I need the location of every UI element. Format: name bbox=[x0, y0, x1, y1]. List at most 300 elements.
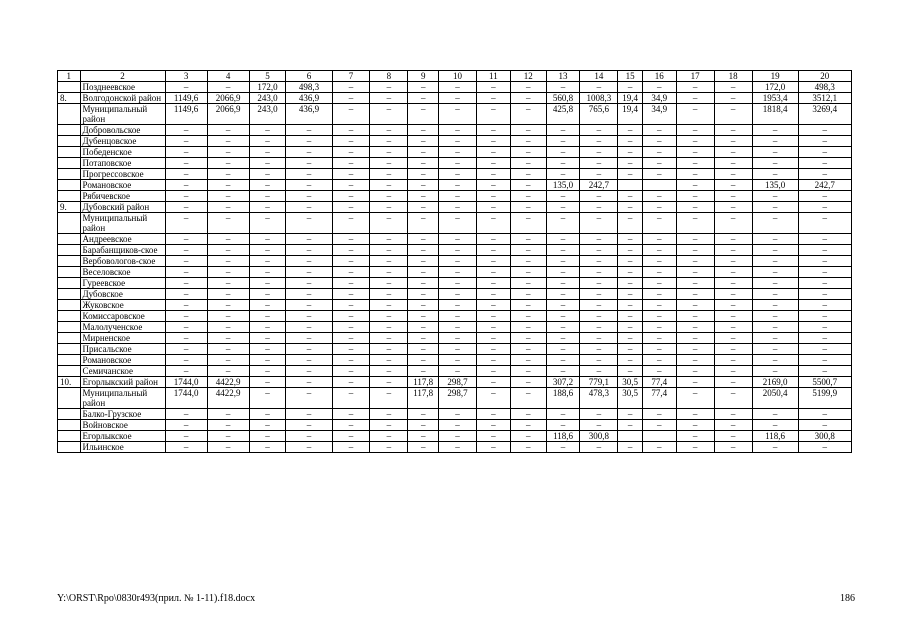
value-cell: 779,1 bbox=[580, 377, 618, 388]
value-cell: – bbox=[370, 355, 408, 366]
value-cell: – bbox=[439, 431, 477, 442]
value-cell: – bbox=[370, 104, 408, 125]
territory-name-cell: Присальское bbox=[80, 344, 165, 355]
value-cell: – bbox=[165, 333, 207, 344]
value-cell: – bbox=[714, 169, 752, 180]
value-cell: – bbox=[249, 245, 286, 256]
value-cell: – bbox=[642, 191, 676, 202]
territory-name-cell: Балко-Грузское bbox=[80, 409, 165, 420]
value-cell: 1744,0 bbox=[165, 377, 207, 388]
value-cell: – bbox=[752, 147, 798, 158]
value-cell: – bbox=[370, 93, 408, 104]
value-cell: – bbox=[286, 267, 332, 278]
value-cell: – bbox=[714, 158, 752, 169]
column-number-cell: 16 bbox=[642, 71, 676, 82]
value-cell: – bbox=[408, 125, 439, 136]
territory-name-cell: Мирненское bbox=[80, 333, 165, 344]
value-cell: – bbox=[476, 180, 510, 191]
value-cell: – bbox=[676, 300, 714, 311]
value-cell: – bbox=[286, 333, 332, 344]
value-cell: 1149,6 bbox=[165, 93, 207, 104]
value-cell: – bbox=[332, 409, 370, 420]
value-cell: – bbox=[249, 180, 286, 191]
value-cell: – bbox=[165, 431, 207, 442]
value-cell: – bbox=[546, 202, 580, 213]
territory-name-cell: Малолученское bbox=[80, 322, 165, 333]
value-cell: – bbox=[618, 322, 643, 333]
value-cell: – bbox=[439, 366, 477, 377]
value-cell: – bbox=[249, 366, 286, 377]
territory-name-cell: Вербовологов-ское bbox=[80, 256, 165, 267]
value-cell: – bbox=[676, 213, 714, 234]
value-cell: – bbox=[332, 256, 370, 267]
value-cell: 298,7 bbox=[439, 377, 477, 388]
value-cell: – bbox=[370, 311, 408, 322]
value-cell: – bbox=[798, 300, 851, 311]
value-cell: – bbox=[752, 333, 798, 344]
table-row bbox=[58, 333, 852, 344]
value-cell: – bbox=[370, 202, 408, 213]
value-cell: – bbox=[370, 169, 408, 180]
value-cell: 5500,7 bbox=[798, 377, 851, 388]
value-cell: 34,9 bbox=[642, 104, 676, 125]
value-cell: – bbox=[249, 442, 286, 453]
value-cell: 117,8 bbox=[408, 388, 439, 409]
value-cell: – bbox=[752, 202, 798, 213]
row-number-cell: 8. bbox=[58, 93, 81, 104]
value-cell: 1149,6 bbox=[165, 104, 207, 125]
row-number-cell: 9. bbox=[58, 202, 81, 213]
value-cell: – bbox=[476, 420, 510, 431]
value-cell: – bbox=[714, 322, 752, 333]
column-number-cell: 19 bbox=[752, 71, 798, 82]
value-cell: – bbox=[476, 256, 510, 267]
value-cell: – bbox=[642, 136, 676, 147]
table-row bbox=[58, 300, 852, 311]
value-cell: – bbox=[408, 234, 439, 245]
table-row bbox=[58, 169, 852, 180]
table-row bbox=[58, 366, 852, 377]
value-cell: – bbox=[370, 366, 408, 377]
row-number-cell bbox=[58, 366, 81, 377]
value-cell: – bbox=[714, 388, 752, 409]
value-cell: – bbox=[618, 202, 643, 213]
value-cell: – bbox=[618, 125, 643, 136]
value-cell: – bbox=[476, 409, 510, 420]
row-number-cell bbox=[58, 136, 81, 147]
value-cell: – bbox=[207, 180, 249, 191]
value-cell: – bbox=[752, 136, 798, 147]
value-cell: – bbox=[510, 442, 546, 453]
value-cell: – bbox=[439, 420, 477, 431]
value-cell: – bbox=[618, 256, 643, 267]
value-cell: – bbox=[370, 191, 408, 202]
value-cell: – bbox=[714, 289, 752, 300]
value-cell: – bbox=[580, 234, 618, 245]
value-cell: – bbox=[798, 366, 851, 377]
value-cell: – bbox=[249, 147, 286, 158]
value-cell: – bbox=[642, 147, 676, 158]
value-cell: – bbox=[476, 125, 510, 136]
value-cell: – bbox=[370, 278, 408, 289]
value-cell: – bbox=[546, 409, 580, 420]
table-row bbox=[58, 420, 852, 431]
value-cell: – bbox=[165, 420, 207, 431]
value-cell: – bbox=[642, 256, 676, 267]
value-cell: – bbox=[332, 125, 370, 136]
value-cell: 560,8 bbox=[546, 93, 580, 104]
value-cell: – bbox=[332, 180, 370, 191]
value-cell: – bbox=[714, 136, 752, 147]
value-cell: – bbox=[370, 158, 408, 169]
column-number-cell: 8 bbox=[370, 71, 408, 82]
value-cell: – bbox=[580, 82, 618, 93]
value-cell: – bbox=[546, 147, 580, 158]
column-number-cell: 2 bbox=[80, 71, 165, 82]
value-cell bbox=[618, 180, 643, 191]
value-cell: 298,7 bbox=[439, 388, 477, 409]
value-cell: – bbox=[798, 355, 851, 366]
value-cell: – bbox=[714, 125, 752, 136]
value-cell: – bbox=[714, 333, 752, 344]
value-cell: – bbox=[286, 213, 332, 234]
value-cell: – bbox=[332, 366, 370, 377]
value-cell: – bbox=[249, 256, 286, 267]
value-cell: 188,6 bbox=[546, 388, 580, 409]
value-cell: – bbox=[752, 420, 798, 431]
territory-name-cell: Муниципальный район bbox=[80, 104, 165, 125]
value-cell: – bbox=[249, 377, 286, 388]
table-row bbox=[58, 191, 852, 202]
row-number-cell bbox=[58, 300, 81, 311]
value-cell: – bbox=[580, 147, 618, 158]
value-cell: – bbox=[510, 256, 546, 267]
value-cell: – bbox=[798, 442, 851, 453]
value-cell: – bbox=[510, 93, 546, 104]
value-cell: 30,5 bbox=[618, 377, 643, 388]
value-cell: – bbox=[408, 300, 439, 311]
value-cell: – bbox=[642, 82, 676, 93]
value-cell: – bbox=[510, 431, 546, 442]
value-cell: 300,8 bbox=[580, 431, 618, 442]
value-cell: – bbox=[249, 202, 286, 213]
value-cell: – bbox=[439, 82, 477, 93]
value-cell: 3269,4 bbox=[798, 104, 851, 125]
value-cell: – bbox=[249, 213, 286, 234]
value-cell: – bbox=[580, 191, 618, 202]
value-cell: – bbox=[408, 256, 439, 267]
value-cell: – bbox=[476, 333, 510, 344]
value-cell: – bbox=[580, 344, 618, 355]
territory-name-cell: Комиссаровское bbox=[80, 311, 165, 322]
value-cell: – bbox=[370, 234, 408, 245]
value-cell: – bbox=[249, 409, 286, 420]
value-cell: – bbox=[798, 169, 851, 180]
row-number-cell bbox=[58, 147, 81, 158]
value-cell: – bbox=[286, 420, 332, 431]
territory-name-cell: Ильинское bbox=[80, 442, 165, 453]
value-cell: – bbox=[439, 278, 477, 289]
territory-name-cell: Андреевское bbox=[80, 234, 165, 245]
value-cell: – bbox=[165, 191, 207, 202]
table-row bbox=[58, 289, 852, 300]
value-cell: 30,5 bbox=[618, 388, 643, 409]
table-header-row bbox=[58, 71, 852, 82]
territory-name-cell: Жуковское bbox=[80, 300, 165, 311]
value-cell: – bbox=[618, 366, 643, 377]
column-number-cell: 20 bbox=[798, 71, 851, 82]
value-cell: – bbox=[580, 169, 618, 180]
value-cell: – bbox=[642, 213, 676, 234]
territory-name-cell: Гуреевское bbox=[80, 278, 165, 289]
value-cell: – bbox=[510, 158, 546, 169]
value-cell: 118,6 bbox=[546, 431, 580, 442]
value-cell: – bbox=[249, 267, 286, 278]
row-number-cell bbox=[58, 267, 81, 278]
value-cell: – bbox=[370, 82, 408, 93]
column-number-cell: 15 bbox=[618, 71, 643, 82]
value-cell: – bbox=[618, 344, 643, 355]
value-cell: – bbox=[207, 147, 249, 158]
column-number-cell: 6 bbox=[286, 71, 332, 82]
column-number-cell: 7 bbox=[332, 71, 370, 82]
value-cell: – bbox=[439, 333, 477, 344]
table-row bbox=[58, 442, 852, 453]
value-cell: 243,0 bbox=[249, 93, 286, 104]
value-cell: – bbox=[408, 366, 439, 377]
value-cell: – bbox=[642, 420, 676, 431]
value-cell: – bbox=[249, 136, 286, 147]
value-cell: – bbox=[752, 234, 798, 245]
value-cell: – bbox=[798, 234, 851, 245]
value-cell: – bbox=[370, 420, 408, 431]
value-cell: – bbox=[642, 289, 676, 300]
value-cell: – bbox=[207, 300, 249, 311]
value-cell: 498,3 bbox=[798, 82, 851, 93]
table-row bbox=[58, 180, 852, 191]
value-cell: – bbox=[286, 278, 332, 289]
value-cell: – bbox=[408, 409, 439, 420]
value-cell: – bbox=[370, 344, 408, 355]
table-row bbox=[58, 104, 852, 125]
value-cell: – bbox=[752, 289, 798, 300]
footer-file-path: Y:\ORST\Rpo\0830r493(прил. № 1-11).f18.docx bbox=[57, 593, 256, 604]
value-cell: 307,2 bbox=[546, 377, 580, 388]
value-cell: – bbox=[286, 431, 332, 442]
value-cell: – bbox=[546, 300, 580, 311]
row-number-cell bbox=[58, 234, 81, 245]
value-cell: – bbox=[370, 442, 408, 453]
value-cell: – bbox=[370, 180, 408, 191]
table-body bbox=[58, 71, 852, 453]
value-cell: – bbox=[618, 169, 643, 180]
value-cell: – bbox=[286, 158, 332, 169]
value-cell: – bbox=[510, 409, 546, 420]
value-cell: – bbox=[714, 191, 752, 202]
row-number-cell bbox=[58, 191, 81, 202]
value-cell: – bbox=[676, 420, 714, 431]
value-cell: 172,0 bbox=[249, 82, 286, 93]
value-cell: – bbox=[476, 93, 510, 104]
value-cell: – bbox=[546, 234, 580, 245]
value-cell: – bbox=[676, 169, 714, 180]
value-cell: – bbox=[332, 278, 370, 289]
value-cell: – bbox=[408, 333, 439, 344]
value-cell: – bbox=[476, 431, 510, 442]
value-cell: – bbox=[580, 136, 618, 147]
value-cell: – bbox=[580, 289, 618, 300]
value-cell: – bbox=[207, 366, 249, 377]
value-cell: 77,4 bbox=[642, 377, 676, 388]
value-cell: – bbox=[642, 355, 676, 366]
territory-name-cell: Муниципальный район bbox=[80, 213, 165, 234]
value-cell: – bbox=[249, 344, 286, 355]
territory-name-cell: Дубовский район bbox=[80, 202, 165, 213]
value-cell: – bbox=[618, 136, 643, 147]
value-cell: – bbox=[332, 169, 370, 180]
value-cell: – bbox=[642, 300, 676, 311]
value-cell: – bbox=[580, 278, 618, 289]
value-cell: – bbox=[676, 125, 714, 136]
row-number-cell bbox=[58, 278, 81, 289]
value-cell: – bbox=[510, 344, 546, 355]
value-cell: – bbox=[618, 245, 643, 256]
value-cell: – bbox=[752, 355, 798, 366]
value-cell: – bbox=[676, 180, 714, 191]
value-cell: – bbox=[249, 311, 286, 322]
value-cell: – bbox=[510, 82, 546, 93]
value-cell: 498,3 bbox=[286, 82, 332, 93]
value-cell: – bbox=[546, 420, 580, 431]
value-cell: – bbox=[439, 256, 477, 267]
value-cell: – bbox=[408, 322, 439, 333]
value-cell: – bbox=[510, 289, 546, 300]
column-number-cell: 4 bbox=[207, 71, 249, 82]
value-cell: – bbox=[332, 104, 370, 125]
value-cell: – bbox=[580, 213, 618, 234]
table-row bbox=[58, 93, 852, 104]
row-number-cell bbox=[58, 289, 81, 300]
value-cell: – bbox=[476, 344, 510, 355]
table-row bbox=[58, 355, 852, 366]
row-number-cell bbox=[58, 420, 81, 431]
value-cell: 118,6 bbox=[752, 431, 798, 442]
table-row bbox=[58, 377, 852, 388]
value-cell: – bbox=[676, 93, 714, 104]
value-cell: – bbox=[332, 136, 370, 147]
value-cell: – bbox=[439, 93, 477, 104]
value-cell: – bbox=[249, 158, 286, 169]
row-number-cell bbox=[58, 442, 81, 453]
value-cell: – bbox=[207, 256, 249, 267]
table-row bbox=[58, 147, 852, 158]
value-cell: – bbox=[408, 136, 439, 147]
value-cell: – bbox=[752, 158, 798, 169]
value-cell: 77,4 bbox=[642, 388, 676, 409]
value-cell: 242,7 bbox=[798, 180, 851, 191]
value-cell: – bbox=[408, 147, 439, 158]
value-cell: – bbox=[332, 82, 370, 93]
territory-name-cell: Дубовское bbox=[80, 289, 165, 300]
value-cell: 4422,9 bbox=[207, 388, 249, 409]
value-cell: – bbox=[798, 333, 851, 344]
value-cell: – bbox=[618, 442, 643, 453]
value-cell: – bbox=[798, 158, 851, 169]
value-cell: – bbox=[370, 136, 408, 147]
value-cell: – bbox=[714, 202, 752, 213]
value-cell: 1008,3 bbox=[580, 93, 618, 104]
value-cell: – bbox=[332, 431, 370, 442]
value-cell: 5199,9 bbox=[798, 388, 851, 409]
table-row bbox=[58, 234, 852, 245]
value-cell: – bbox=[286, 344, 332, 355]
value-cell: – bbox=[439, 147, 477, 158]
value-cell: – bbox=[642, 245, 676, 256]
value-cell: – bbox=[286, 289, 332, 300]
value-cell: – bbox=[752, 125, 798, 136]
value-cell: – bbox=[207, 322, 249, 333]
value-cell: – bbox=[618, 191, 643, 202]
value-cell: – bbox=[510, 388, 546, 409]
value-cell: – bbox=[752, 267, 798, 278]
data-table bbox=[57, 70, 852, 453]
value-cell: – bbox=[165, 213, 207, 234]
value-cell: – bbox=[439, 300, 477, 311]
value-cell: – bbox=[439, 311, 477, 322]
value-cell: – bbox=[546, 311, 580, 322]
value-cell: – bbox=[510, 125, 546, 136]
value-cell: – bbox=[207, 158, 249, 169]
value-cell: – bbox=[408, 420, 439, 431]
value-cell: – bbox=[546, 344, 580, 355]
value-cell: – bbox=[714, 344, 752, 355]
value-cell: – bbox=[798, 147, 851, 158]
value-cell: – bbox=[618, 333, 643, 344]
value-cell: – bbox=[408, 158, 439, 169]
value-cell: – bbox=[642, 322, 676, 333]
row-number-cell: 10. bbox=[58, 377, 81, 388]
value-cell: – bbox=[476, 311, 510, 322]
value-cell: 2066,9 bbox=[207, 93, 249, 104]
value-cell: – bbox=[286, 409, 332, 420]
value-cell: – bbox=[207, 136, 249, 147]
value-cell: – bbox=[165, 202, 207, 213]
value-cell: – bbox=[642, 333, 676, 344]
value-cell: – bbox=[439, 213, 477, 234]
territory-name-cell: Романовское bbox=[80, 180, 165, 191]
value-cell: – bbox=[676, 388, 714, 409]
row-number-cell bbox=[58, 169, 81, 180]
territory-name-cell: Барабанщиков-ское bbox=[80, 245, 165, 256]
row-number-cell bbox=[58, 322, 81, 333]
value-cell: – bbox=[408, 311, 439, 322]
value-cell: – bbox=[332, 442, 370, 453]
value-cell: 436,9 bbox=[286, 93, 332, 104]
column-number-cell: 9 bbox=[408, 71, 439, 82]
value-cell: – bbox=[207, 125, 249, 136]
value-cell: – bbox=[642, 125, 676, 136]
value-cell: – bbox=[714, 278, 752, 289]
value-cell: – bbox=[286, 191, 332, 202]
value-cell: – bbox=[476, 442, 510, 453]
row-number-cell bbox=[58, 409, 81, 420]
value-cell: – bbox=[370, 289, 408, 300]
value-cell: – bbox=[332, 213, 370, 234]
table-row bbox=[58, 82, 852, 93]
value-cell: – bbox=[476, 289, 510, 300]
value-cell: – bbox=[546, 355, 580, 366]
value-cell: – bbox=[165, 267, 207, 278]
